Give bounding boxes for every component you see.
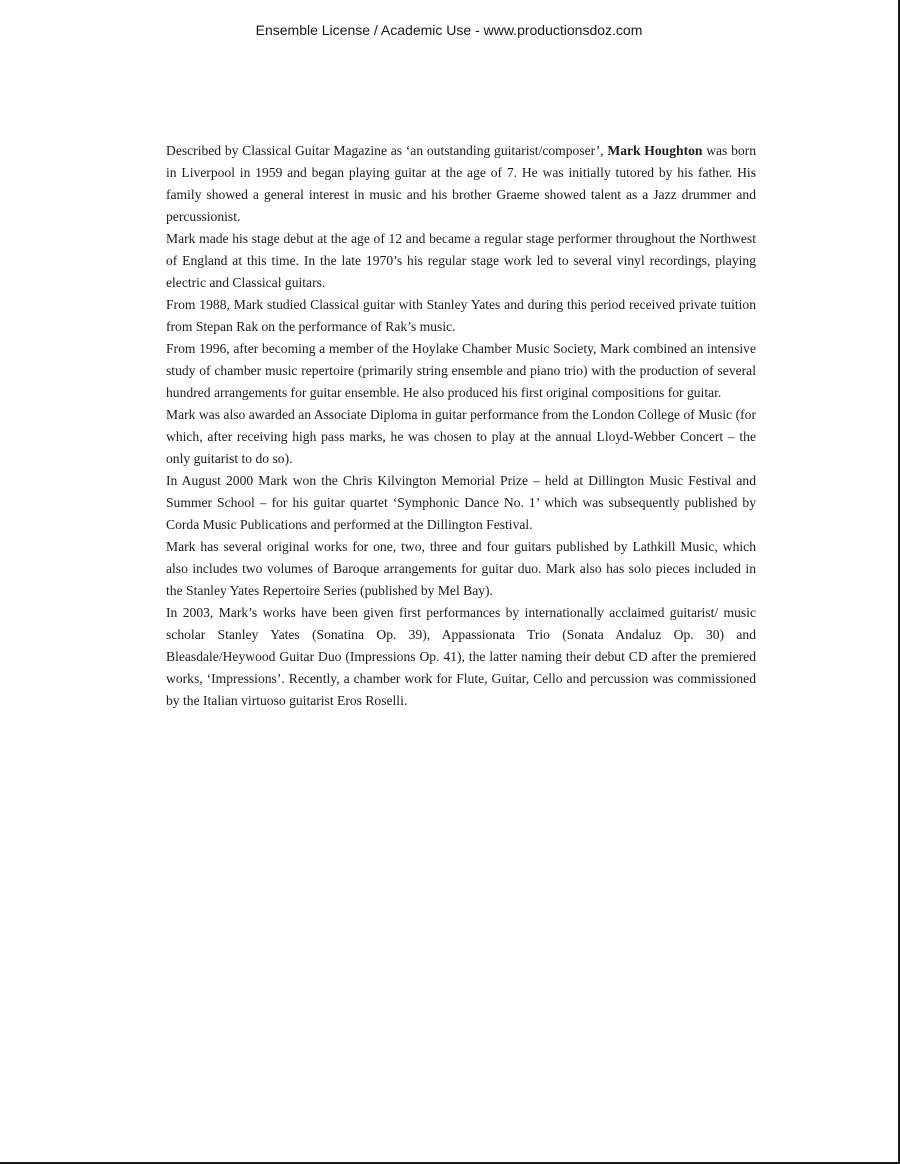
bio-paragraph-diploma: Mark was also awarded an Associate Diploma in guitar performance from the London College of Music (for which, after receiving high pass marks, he was chosen to play at the annual Lloyd-Webber Concert – the only guitarist to do so). <box>166 407 756 466</box>
intro-lead-text: Described by Classical Guitar Magazine as ‘an outstanding guitarist/composer’, <box>166 143 608 158</box>
bio-paragraph-chamber-music: From 1996, after becoming a member of the Hoylake Chamber Music Society, Mark combined an intensive study of chamber music repertoire (primarily string ensemble and piano trio) with the production of several hundred arrangements for guitar ensemble. He also produced his first original compositions for guitar. <box>166 341 756 400</box>
bio-paragraph-premieres: In 2003, Mark’s works have been given first performances by internationally acclaimed guitarist/ music scholar Stanley Yates (Sonatina Op. 39), Appassionata Trio (Sonata Andaluz Op. 30) and Bleasdale/Heywood Guitar Duo (Impressions Op. 41), the latter naming their debut CD after the premiered works, ‘Impressions’. Recently, a chamber work for Flute, Guitar, Cello and percussion was commissioned by the Italian virtuoso guitarist Eros Roselli. <box>166 605 756 708</box>
composer-name: Mark Houghton <box>607 143 703 158</box>
bio-paragraph-prize: In August 2000 Mark won the Chris Kilvington Memorial Prize – held at Dillington Music Festival and Summer School – for his guitar quartet ‘Symphonic Dance No. 1’ which was subsequently published by Corda Music Publications and performed at the Dillington Festival. <box>166 473 756 532</box>
bio-paragraph-publications: Mark has several original works for one, two, three and four guitars published by Lathkill Music, which also includes two volumes of Baroque arrangements for guitar duo. Mark also has solo pieces included in the Stanley Yates Repertoire Series (published by Mel Bay). <box>166 539 756 598</box>
bio-paragraph-stage-debut: Mark made his stage debut at the age of 12 and became a regular stage performer throughout the Northwest of England at this time. In the late 1970’s his regular stage work led to several vinyl recordings, playing electric and Classical guitars. <box>166 231 756 290</box>
biography-text <box>166 140 756 712</box>
bio-paragraph-studies: From 1988, Mark studied Classical guitar with Stanley Yates and during this period received private tuition from Stepan Rak on the performance of Rak’s music. <box>166 297 756 334</box>
bio-paragraph-intro <box>166 140 756 228</box>
license-header: Ensemble License / Academic Use - www.productionsdoz.com <box>255 22 643 38</box>
intro-trailing-text: was born in Liverpool in 1959 and began playing guitar at the age of 7. He was initially tutored by his father. His family showed a general interest in music and his brother Graeme showed talent as a Jazz drummer and percussionist. <box>166 143 756 224</box>
